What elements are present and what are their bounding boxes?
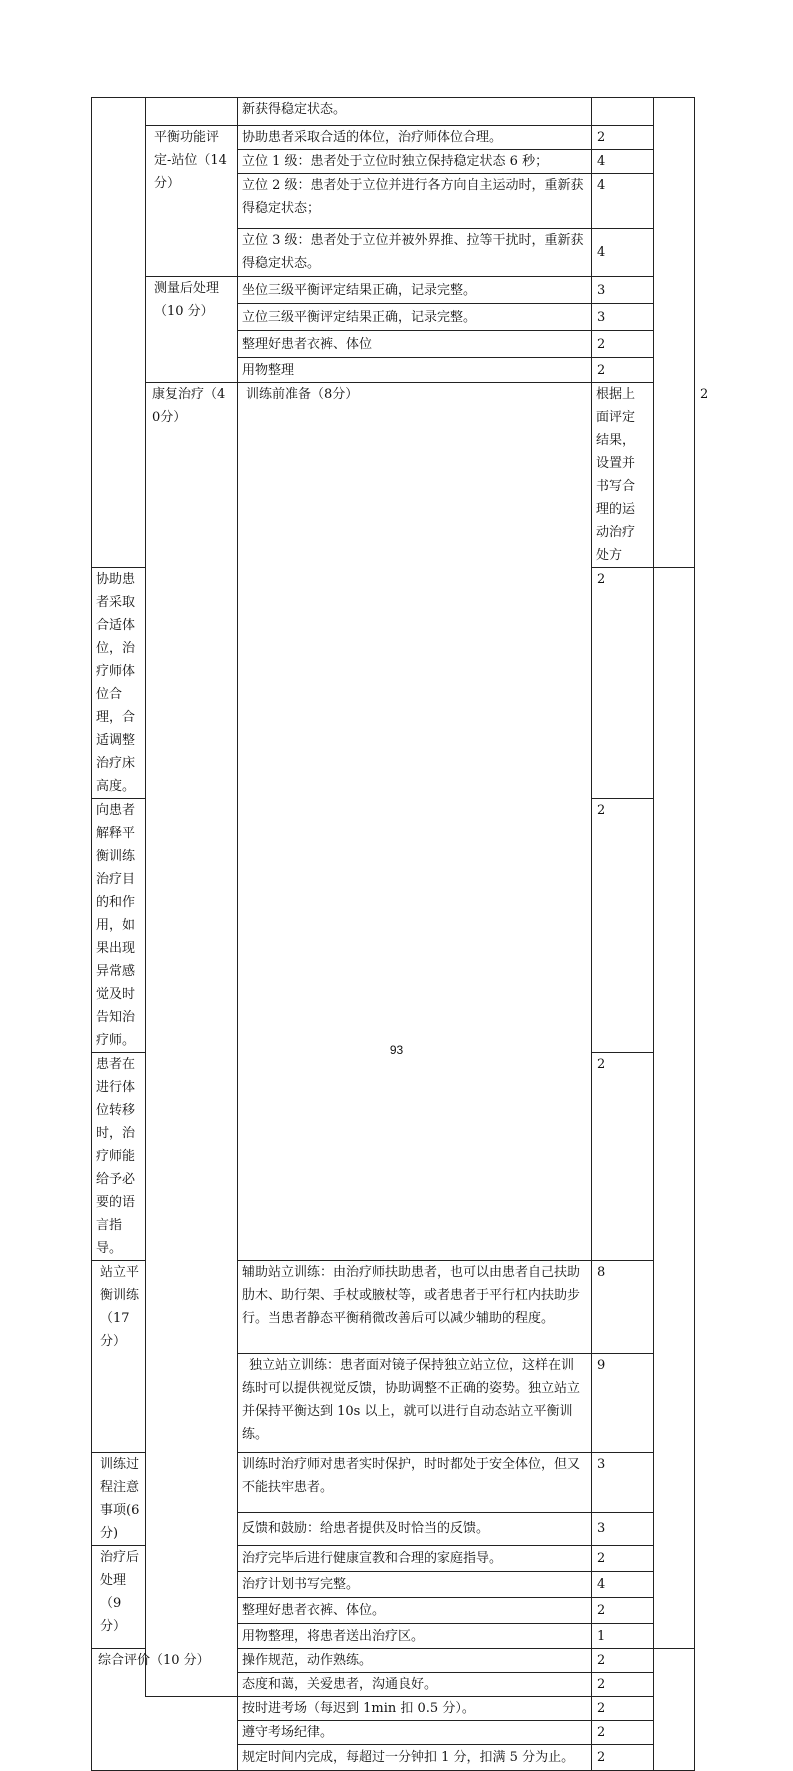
subsection-post-measure: 测量后处理（10 分） [146, 277, 238, 383]
item-score: 2 [592, 1546, 654, 1572]
item-text: 坐位三级平衡评定结果正确，记录完整。 [238, 277, 592, 304]
item-score: 2 [592, 1721, 654, 1745]
item-text: 遵守考场纪律。 [238, 1721, 592, 1745]
item-score: 2 [592, 1053, 654, 1261]
item-score: 4 [592, 174, 654, 229]
subsection-post-treatment: 治疗后处理（9 分） [92, 1546, 146, 1649]
item-score: 2 [592, 1673, 654, 1697]
subsection-standing-training: 站立平衡训练（17分） [92, 1261, 146, 1453]
item-text: 协助患者采取合适的体位，治疗师体位合理。 [238, 126, 592, 150]
item-text: 立位 2 级：患者处于立位并进行各方向自主运动时，重新获得稳定状态； [238, 174, 592, 229]
item-text: 整理好患者衣裤、体位 [238, 331, 592, 358]
item-text: 态度和蔼，关爱患者，沟通良好。 [238, 1673, 592, 1697]
item-text: 用物整理 [238, 358, 592, 383]
deduction-cell [654, 98, 695, 568]
item-score: 3 [592, 1512, 654, 1545]
item-text: 整理好患者衣裤、体位。 [238, 1598, 592, 1624]
section-rehab-treatment: 康复治疗（40分） [146, 383, 238, 1697]
item-text: 立位三级平衡评定结果正确，记录完整。 [238, 304, 592, 331]
item-text: 独立站立训练：患者面对镜子保持独立站立位，这样在训练时可以提供视觉反馈，协助调整不正确的姿势。独立站立并保持平衡达到 10s 以上，就可以进行自动态站立平衡训练。 [238, 1354, 592, 1453]
subsection-pre-training: 训练前准备（8分） [238, 383, 592, 1261]
item-text: 按时进考场（每迟到 1min 扣 0.5 分）。 [238, 1697, 592, 1721]
item-score: 4 [592, 1572, 654, 1598]
item-score [592, 98, 654, 126]
item-score: 2 [592, 1598, 654, 1624]
item-text: 立位 3 级：患者处于立位并被外界推、拉等干扰时，重新获得稳定状态。 [238, 229, 592, 277]
deduction-cell [654, 1649, 695, 1771]
item-score: 2 [592, 799, 654, 1053]
item-text: 根据上面评定结果，设置并书写合理的运动治疗处方 [592, 383, 654, 568]
item-text: 训练时治疗师对患者实时保护，时时都处于安全体位，但又不能扶牢患者。 [238, 1453, 592, 1513]
item-score: 1 [592, 1624, 654, 1649]
section-overall-evaluation: 综合评价（10 分） [92, 1649, 238, 1771]
item-text: 立位 1 级：患者处于立位时独立保持稳定状态 6 秒； [238, 150, 592, 174]
item-score: 2 [592, 1697, 654, 1721]
item-text: 操作规范，动作熟练。 [238, 1649, 592, 1673]
subsection-balance-standing: 平衡功能评定-站位（14分） [146, 126, 238, 277]
item-text: 治疗计划书写完整。 [238, 1572, 592, 1598]
item-score: 2 [592, 331, 654, 358]
item-score: 2 [592, 358, 654, 383]
item-score: 4 [592, 229, 654, 277]
item-score: 8 [592, 1261, 654, 1354]
scoring-table: 新获得稳定状态。 平衡功能评定-站位（14分） 协助患者采取合适的体位，治疗师体位合理。 2 立位 1 级：患者处于立位时独立保持稳定状态 6 秒； 4 立位 2 级：患者处于立位并进行各方向自主运动时，重新获得稳定状态； 4 立位 3 级：患者处于立位并被外界推、拉等干扰时，重新获得稳定状态。 4 测量后处理（10 分） 坐位三级平衡评定结果正确，记录完整。 3 立位三级平衡评定结果正确，记录完整。 3 整理好患者衣裤、体位 2 用物整理 2 康复治疗（40分） 训练前准备（8分） 根据上面评定结果，设置并书写合理的运动治疗处方 2 协助患者采取合适体位，治疗师体位合理，合适调整治疗床高度。 2 向患者解释平衡训练治疗目的和作用，如果出现异常感觉及时告知治疗师。 2 患者在进行体位转移时，治疗师能给予必要的语言指导。 2 站立平衡训练（17分） 辅助站立训练：由治疗师扶助患者，也可以由患者自己扶助肋木、助行架、手杖或腋杖等，或者患者于平行杠内扶助步行。当患者静态平衡稍微改善后可以减少辅助的程度。 8 独立站立训练：患者面对镜子保持独立站立位，这样在训练时可以提供视觉反馈，协助调整不正确的姿势。独立站立并保持平衡达到 10s 以上，就可以进行自动态站立平衡训练。 9 训练过程注意事项(6分) 训练时治疗师对患者实时保护，时时都处于安全体位，但又不能扶牢患者。 3 反馈和鼓励：给患者提供及时恰当的反馈。 3 治疗后处理（9 分） 治疗完毕后进行健康宣教和合理的家庭指导。 2 治疗计划书写完整。 4 整理好患者衣裤、体位。 2 用物整理，将患者送出治疗区。 1 综合评价（10 分） 操作规范，动作熟练。 2 态度和蔼，关爱患者，沟通良好。 2 按时进考场（每迟到 1min 扣 0.5 分）。 2 遵守考场纪律。 2 规定时间内完成，每超过一分钟扣 1 分，扣满 5 分为止。 2 [91, 97, 695, 1771]
item-text: 治疗完毕后进行健康宣教和合理的家庭指导。 [238, 1546, 592, 1572]
item-score: 2 [592, 126, 654, 150]
item-text: 向患者解释平衡训练治疗目的和作用，如果出现异常感觉及时告知治疗师。 [92, 799, 146, 1053]
item-score: 3 [592, 304, 654, 331]
item-score: 4 [592, 150, 654, 174]
item-score: 9 [592, 1354, 654, 1453]
item-text: 规定时间内完成，每超过一分钟扣 1 分，扣满 5 分为止。 [238, 1745, 592, 1771]
item-text: 新获得稳定状态。 [238, 98, 592, 126]
item-score: 2 [592, 1745, 654, 1771]
item-score: 3 [592, 277, 654, 304]
item-text: 协助患者采取合适体位，治疗师体位合理，合适调整治疗床高度。 [92, 568, 146, 799]
item-text: 反馈和鼓励：给患者提供及时恰当的反馈。 [238, 1512, 592, 1545]
section-cell-continued [92, 98, 146, 568]
page-number: 93 [389, 1043, 404, 1057]
item-text: 患者在进行体位转移时，治疗师能给予必要的语言指导。 [92, 1053, 146, 1261]
item-score: 2 [592, 568, 654, 799]
subsection-cell-continued [146, 98, 238, 126]
item-score: 3 [592, 1453, 654, 1513]
item-score: 2 [592, 1649, 654, 1673]
item-text: 辅助站立训练：由治疗师扶助患者，也可以由患者自己扶助肋木、助行架、手杖或腋杖等，或者患者于平行杠内扶助步行。当患者静态平衡稍微改善后可以减少辅助的程度。 [238, 1261, 592, 1354]
item-text: 用物整理，将患者送出治疗区。 [238, 1624, 592, 1649]
subsection-training-notes: 训练过程注意事项(6分) [92, 1453, 146, 1546]
